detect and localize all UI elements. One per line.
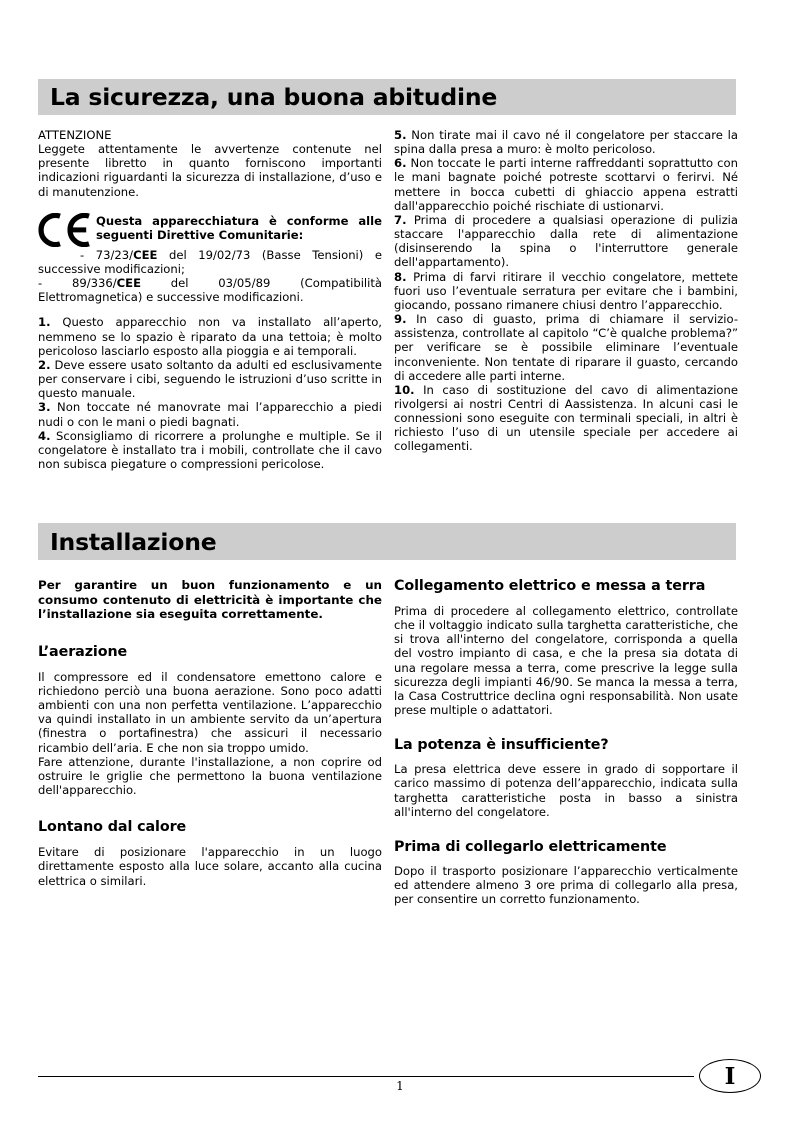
- section-title-sicurezza: La sicurezza, una buona abitudine: [50, 83, 498, 111]
- ce-heading-text: Questa apparecchiatura è conforme alle seguenti Direttive Comunitarie:: [96, 213, 382, 242]
- safety-item-7: [394, 213, 738, 270]
- safety-item-4-text: Sconsigliamo di ricorrere a prolunghe e multiple. Se il congelatore è installato tra i mobili, controllate che il cavo non subisca piegature o compressioni pericolose.: [38, 428, 382, 471]
- safety-item-7-number: 7.: [394, 212, 407, 227]
- heading-lontano-dal-calore: Lontano dal calore: [38, 819, 187, 836]
- section-title-installazione: Installazione: [50, 527, 217, 556]
- safety-item-2-text: Deve essere usato soltanto da adulti ed esclusivamente per conservare i cibi, seguendo le istruzioni d’uso scritte in questo manuale.: [38, 357, 382, 401]
- installation-left-column: [38, 578, 382, 888]
- aerazione-paragraph-1: Il compressore ed il condensatore emettono calore e richiedono perciò una buona aerazione. Sono poco adatti ambienti con una non perfetta ventilazione. L’apparecchio va quindi installato in un ambiente servito da un’apertura (finestra o portafinestra) che assicuri il necessario ricambio dell’aria. E che non sia troppo umido.: [38, 669, 382, 755]
- safety-item-1-number: 1.: [38, 315, 51, 330]
- directive-1-bold: CEE: [133, 247, 158, 262]
- ce-mark-icon: [38, 213, 94, 247]
- safety-item-7-text: Prima di procedere a qualsiasi operazione di pulizia staccare l'apparecchio dalla rete di alimentazione (disinserendo la spina o l'interruttore generale dell'appartamento).: [394, 212, 738, 270]
- heading-aerazione: L’aerazione: [38, 643, 128, 660]
- potenza-insufficiente-paragraph: La presa elettrica deve essere in grado di sopportare il carico massimo di potenza dell’apparecchio, indicata sulla targhetta caratteristiche posta in basso a sinistra all'interno del congelatore.: [394, 762, 738, 819]
- safety-item-4: [38, 429, 382, 471]
- page-number: 1: [396, 1079, 404, 1093]
- safety-item-10-number: 10.: [394, 382, 415, 397]
- safety-item-5: [394, 128, 738, 156]
- attention-label: ATTENZIONE: [38, 128, 112, 142]
- directive-2-suffix: del 03/05/89 (Compatibilità Elettromagnetica) e successive modificazioni.: [38, 276, 383, 305]
- safety-item-9-number: 9.: [394, 312, 407, 327]
- safety-item-1-text: Questo apparecchio non va installato all’aperto, nemmeno se lo spazio è riparato da una tettoia; è molto pericoloso lasciarlo esposto alla pioggia e ai temporali.: [38, 315, 382, 358]
- collegamento-elettrico-paragraph: Prima di procedere al collegamento elettrico, controllate che il voltaggio indicato sulla targhetta caratteristiche, che si trova all'interno del congelatore, corrisponda a quella del vostro impianto di casa, e che la presa sia dotata di una regolare messa a terra, come prescrive la legge sulla sicurezza degli impianti 46/90. Se manca la messa a terra, la Casa Costruttrice declina ogni responsabilità. Non usate prese multiple o adattatori.: [394, 604, 738, 718]
- safety-item-3: [38, 400, 382, 428]
- heading-potenza-insufficiente: La potenza è insufficiente?: [394, 737, 609, 754]
- safety-item-9-text: In caso di guasto, prima di chiamare il servizio-assistenza, controllate al capitolo “C’è qualche problema?” per verificare se è possibile eliminare l’eventuale inconveniente. Non tentate di riparare il guasto, cercando di accedere alle parti interne.: [394, 312, 738, 383]
- language-badge-letter: I: [724, 1062, 736, 1090]
- aerazione-paragraph-2: Fare attenzione, durante l'installazione, a non coprire od ostruire le griglie che permettono la buona ventilazione dell'apparecchio.: [38, 754, 382, 798]
- directive-1-suffix: del 19/02/73 (Basse Tensioni) e successive modificazioni;: [38, 247, 383, 276]
- safety-item-3-number: 3.: [38, 400, 51, 415]
- safety-item-2-number: 2.: [38, 357, 51, 372]
- safety-item-8: [394, 270, 738, 312]
- prima-di-collegarlo-paragraph: Dopo il trasporto posizionare l’apparecchio verticalmente ed attendere almeno 3 ore prima di collegarlo alla presa, per consentire un corretto funzionamento.: [394, 863, 738, 907]
- safety-item-8-text: Prima di farvi ritirare il vecchio congelatore, mettete fuori uso l’eventuale serratura per evitare che i bambini, giocando, possano rimanere chiusi dentro l’apparecchio.: [394, 269, 738, 312]
- safety-item-9: [394, 312, 738, 383]
- directive-2-bold: CEE: [116, 276, 142, 291]
- safety-item-6: [394, 156, 738, 213]
- heading-prima-di-collegarlo: Prima di collegarlo elettricamente: [394, 838, 667, 855]
- directive-1-prefix: - 73/23/: [80, 247, 134, 262]
- section-banner-installazione: [38, 523, 736, 560]
- safety-intro-paragraph: Leggete attentamente le avvertenze contenute nel presente libretto in quanto forniscono importanti indicazioni riguardanti la sicurezza di installazione, d’uso e di manutenzione.: [38, 142, 382, 199]
- footer-divider: [38, 1076, 694, 1077]
- installation-right-column: [394, 578, 738, 906]
- directive-1: [38, 248, 382, 276]
- installation-lead-paragraph: Per garantire un buon funzionamento e un consumo contenuto di elettricità è importante che l’installazione sia eseguita correttamente.: [38, 578, 382, 622]
- safety-item-8-number: 8.: [394, 269, 407, 284]
- safety-item-1: [38, 315, 382, 357]
- safety-right-column: [394, 128, 738, 454]
- directive-2-prefix: - 89/336/: [38, 276, 117, 291]
- safety-item-6-number: 6.: [394, 156, 407, 171]
- safety-item-4-number: 4.: [38, 428, 51, 443]
- lontano-dal-calore-paragraph: Evitare di posizionare l'apparecchio in un luogo direttamente esposto alla luce solare, accanto alla cucina elettrica o similari.: [38, 845, 382, 888]
- safety-item-10-text: In caso di sostituzione del cavo di alimentazione rivolgersi ai nostri Centri di Aassistenza. In alcuni casi le connessioni sono eseguite con terminali speciali, in altri è richiesto l’uso di un utensile speciale per accedere ai collegamenti.: [394, 382, 738, 454]
- safety-left-column: [38, 128, 382, 471]
- safety-item-2: [38, 358, 382, 400]
- safety-item-3-text: Non toccate né manovrate mai l’apparecchio a piedi nudi o con le mani o piedi bagnati.: [38, 400, 382, 429]
- language-badge: [699, 1059, 763, 1095]
- directive-2: [38, 276, 382, 304]
- safety-item-6-text: Non toccate le parti interne raffreddanti soprattutto con le mani bagnate poiché potreste scottarvi o ferirvi. Né mettere in bocca cubetti di ghiaccio appena estratti dall'apparecchio poiché rischiate di ustionarvi.: [394, 156, 738, 213]
- heading-collegamento-elettrico: Collegamento elettrico e messa a terra: [394, 578, 706, 594]
- safety-item-5-text: Non tirate mai il cavo né il congelatore per staccare la spina dalla presa a muro: è molto pericoloso.: [394, 128, 738, 157]
- section-banner-sicurezza: [38, 79, 736, 115]
- safety-item-5-number: 5.: [394, 128, 407, 142]
- safety-item-10: [394, 383, 738, 454]
- ce-conformity-block: [38, 212, 382, 247]
